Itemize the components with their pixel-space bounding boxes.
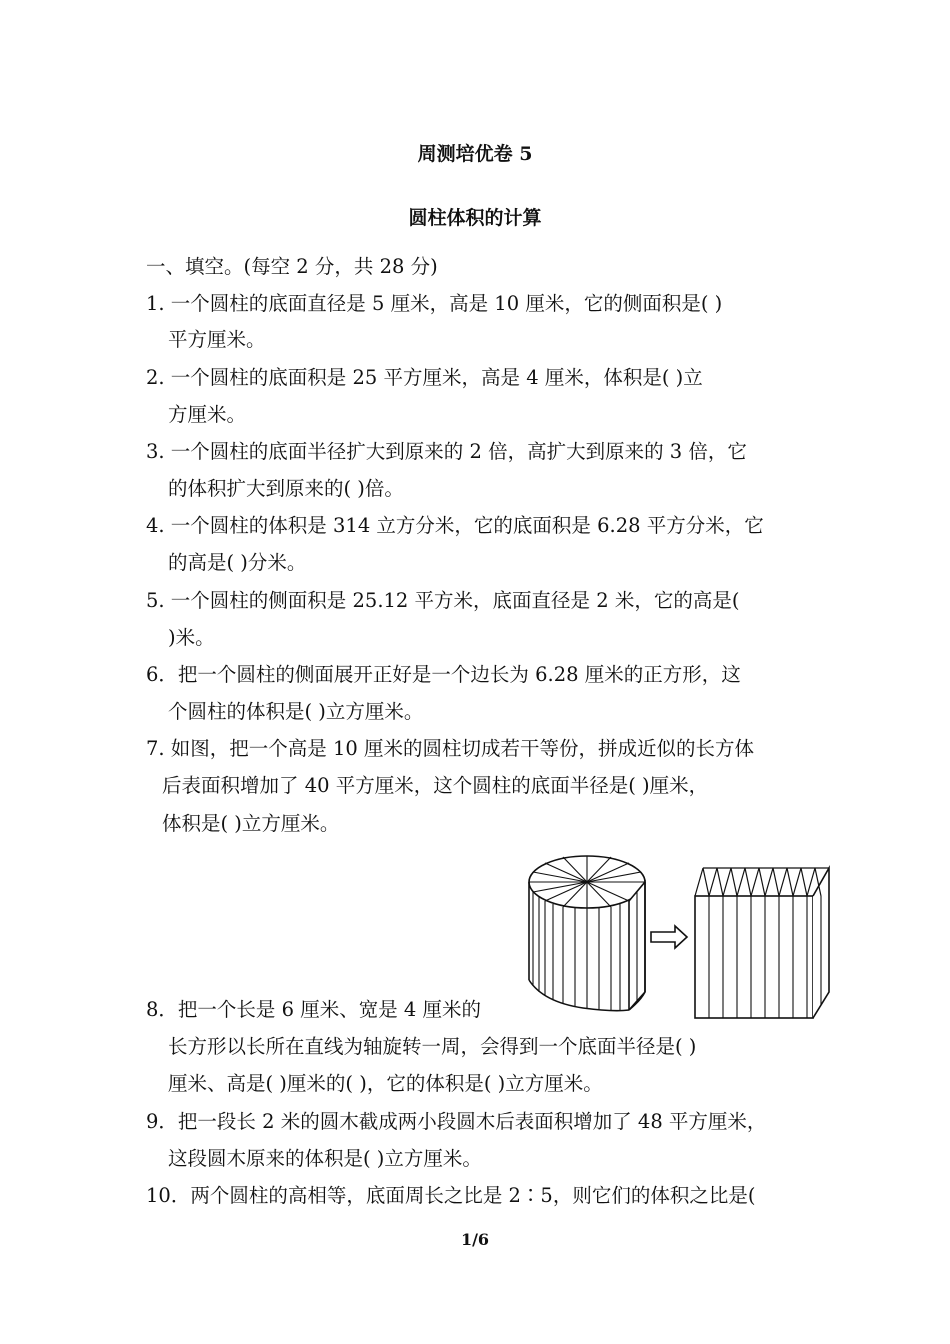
arrow-icon: [651, 926, 687, 948]
question-8-line-1: 8．把一个长是 6 厘米、宽是 4 厘米的: [146, 998, 482, 1021]
question-3-line-1: 3. 一个圆柱的底面半径扩大到原来的 2 倍，高扩大到原来的 3 倍，它: [146, 440, 747, 463]
page-number: 1/6: [460, 1230, 490, 1249]
question-1-line-2: 平方厘米。: [168, 328, 266, 351]
page-subtitle: 圆柱体积的计算: [408, 207, 542, 229]
question-8-line-2: 长方形以长所在直线为轴旋转一周，会得到一个底面半径是( ): [168, 1035, 697, 1058]
question-7-line-1: 7. 如图，把一个高是 10 厘米的圆柱切成若干等份，拼成近似的长方体: [146, 737, 755, 760]
question-4-line-2: 的高是( )分米。: [168, 551, 307, 574]
cylinder-illustration: [529, 856, 645, 1011]
question-4-line-1: 4. 一个圆柱的体积是 314 立方分米，它的底面积是 6.28 平方分米，它: [146, 514, 764, 537]
cylinder-to-cuboid-figure: [523, 852, 833, 1022]
question-6-line-2: 个圆柱的体积是( )立方厘米。: [168, 700, 424, 723]
question-10-line-1: 10．两个圆柱的高相等，底面周长之比是 2∶5，则它们的体积之比是(: [146, 1184, 756, 1207]
question-7-line-3: 体积是( )立方厘米。: [162, 812, 340, 835]
question-3-line-2: 的体积扩大到原来的( )倍。: [168, 477, 404, 500]
question-8-line-3: 厘米、高是( )厘米的( )，它的体积是( )立方厘米。: [168, 1072, 603, 1095]
section-heading: 一、填空。(每空 2 分，共 28 分): [146, 255, 438, 278]
question-1-line-1: 1. 一个圆柱的底面直径是 5 厘米，高是 10 厘米，它的侧面积是( ): [146, 292, 723, 315]
page-title: 周测培优卷 5: [417, 143, 533, 165]
question-9-line-2: 这段圆木原来的体积是( )立方厘米。: [168, 1147, 482, 1170]
question-2-line-1: 2. 一个圆柱的底面积是 25 平方厘米，高是 4 厘米，体积是( )立: [146, 366, 703, 389]
question-5-line-2: )米。: [168, 626, 215, 649]
cuboid-illustration: [695, 868, 829, 1018]
question-9-line-1: 9．把一段长 2 米的圆木截成两小段圆木后表面积增加了 48 平方厘米，: [146, 1110, 767, 1133]
question-6-line-1: 6．把一个圆柱的侧面展开正好是一个边长为 6.28 厘米的正方形，这: [146, 663, 741, 686]
question-7-line-2: 后表面积增加了 40 平方厘米，这个圆柱的底面半径是( )厘米，: [162, 774, 709, 797]
question-5-line-1: 5. 一个圆柱的侧面积是 25.12 平方米，底面直径是 2 米，它的高是(: [146, 589, 740, 612]
question-2-line-2: 方厘米。: [168, 403, 247, 426]
